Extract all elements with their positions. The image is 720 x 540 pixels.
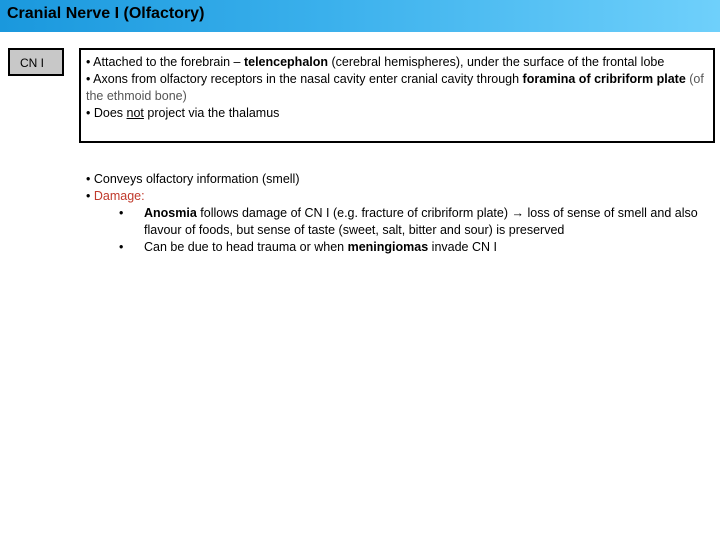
damage-label: Damage:	[90, 189, 145, 203]
fact-emphasis: not	[126, 106, 144, 120]
damage-item-anosmia	[86, 205, 716, 239]
fact-note: (of the ethmoid bone)	[86, 72, 704, 103]
damage-text: invade CN I	[428, 240, 497, 254]
fact-thalamus	[86, 105, 707, 122]
bullet: •	[86, 72, 91, 86]
fact-text: Does	[90, 106, 127, 120]
bullet: •	[86, 106, 91, 120]
fact-text: project via the thalamus	[143, 106, 280, 120]
fact-text: Attached to the forebrain –	[90, 55, 244, 69]
nerve-label: CN I	[20, 56, 44, 70]
fact-term: telencephalon	[243, 55, 329, 69]
nerve-label-box	[8, 48, 64, 76]
bullet: •	[119, 206, 124, 220]
fact-attachment	[86, 54, 707, 71]
title-bar	[0, 0, 720, 32]
fact-text: (cerebral hemispheres), under the surface of the frontal lobe	[328, 55, 665, 69]
function-text: Conveys olfactory information (smell)	[90, 172, 300, 186]
fact-term: foramina of cribriform plate	[522, 72, 686, 86]
damage-text: follows damage of CN I (e.g. fracture of cribriform plate) → loss of sense of smell and also flavour of foods, but sense of taste (sweet, salt, bitter and sour) is preserved	[144, 206, 698, 237]
bullet: •	[86, 172, 91, 186]
damage-term: Anosmia	[144, 206, 197, 220]
bullet: •	[86, 55, 91, 69]
function-damage-section	[86, 171, 716, 256]
slide-title: Cranial Nerve I (Olfactory)	[7, 5, 205, 22]
bullet: •	[86, 189, 91, 203]
function-line	[86, 171, 716, 188]
fact-axons	[86, 71, 707, 105]
damage-text: Can be due to head trauma or when	[144, 240, 348, 254]
key-facts-box	[79, 48, 715, 143]
damage-heading	[86, 188, 716, 205]
bullet: •	[119, 240, 124, 254]
fact-text: Axons from olfactory receptors in the nasal cavity enter cranial cavity through	[90, 72, 523, 86]
damage-item-causes	[86, 239, 716, 256]
damage-term: meningiomas	[347, 240, 429, 254]
